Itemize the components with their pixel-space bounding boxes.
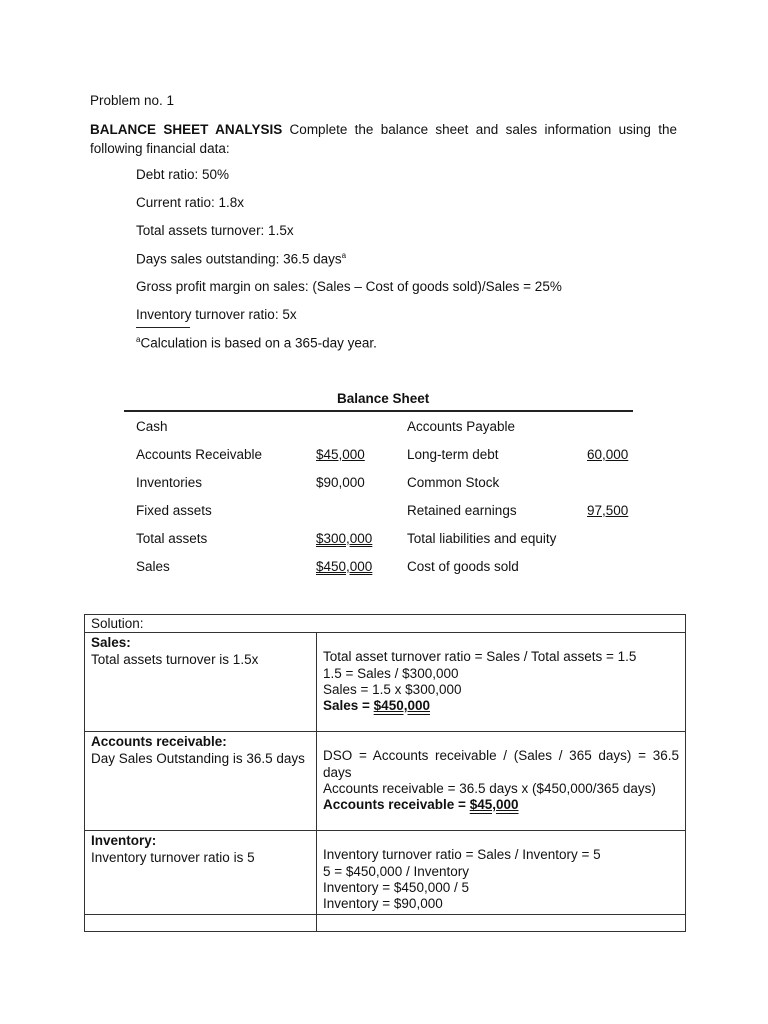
ar-title: Accounts receivable: xyxy=(91,734,227,750)
inventory-title: Inventory: xyxy=(91,833,157,849)
sales-line: Sales = 1.5 x $300,000 xyxy=(323,681,462,697)
solution-row-empty xyxy=(85,915,686,932)
dso-superscript: a xyxy=(341,251,347,260)
balance-sheet-title: Balance Sheet xyxy=(337,391,430,406)
ar-line: DSO = Accounts receivable / (Sales / 365 days) = 36.5 days xyxy=(323,748,680,780)
bs-right-label: Accounts Payable xyxy=(407,419,516,434)
sales-title: Sales: xyxy=(91,635,131,651)
bs-left-value: $90,000 xyxy=(316,475,365,490)
bs-right-value: 97,500 xyxy=(587,503,629,518)
bs-left-value: $300,000 xyxy=(316,531,373,546)
problem-title: Problem no. 1 xyxy=(90,93,175,108)
solution-row-inventory xyxy=(85,831,686,915)
solution-row-ar xyxy=(85,732,686,831)
solution-table xyxy=(84,614,686,932)
inventory-given-cell xyxy=(85,831,317,915)
sales-line: 1.5 = Sales / $300,000 xyxy=(323,665,459,681)
footnote xyxy=(136,335,377,351)
bs-left-label: Sales xyxy=(136,559,170,574)
solution-header: Solution: xyxy=(85,615,686,633)
inventory-line: 5 = $450,000 / Inventory xyxy=(323,863,469,879)
bs-right-label: Retained earnings xyxy=(407,503,517,518)
inventory-given: Inventory turnover ratio is 5 xyxy=(91,849,255,865)
empty-cell xyxy=(85,915,317,932)
ar-given-cell xyxy=(85,732,317,831)
ar-line: Accounts receivable = 36.5 days x ($450,000/365 days) xyxy=(323,780,656,796)
bs-left-label: Cash xyxy=(136,419,168,434)
empty-cell xyxy=(317,915,686,932)
inventory-work-cell xyxy=(317,831,686,915)
ar-result-value: $45,000 xyxy=(469,797,519,813)
ratio-gross-margin: Gross profit margin on sales: (Sales – Cost of goods sold)/Sales = 25% xyxy=(136,279,562,294)
ratio-dso-text: Days sales outstanding: 36.5 days xyxy=(136,251,342,267)
inventory-underline xyxy=(136,327,190,328)
footnote-text: Calculation is based on a 365-day year. xyxy=(140,335,377,351)
ratio-dso xyxy=(136,251,346,267)
ar-result xyxy=(323,797,679,813)
sales-result-label: Sales = xyxy=(323,698,374,714)
bs-right-label: Cost of goods sold xyxy=(407,559,519,574)
sales-given: Total assets turnover is 1.5x xyxy=(91,651,259,667)
sales-work-cell xyxy=(317,633,686,732)
inventory-line: Inventory turnover ratio = Sales / Inventory = 5 xyxy=(323,847,601,863)
ratio-inventory-turnover: Inventory turnover ratio: 5x xyxy=(136,307,297,322)
sales-line: Total asset turnover ratio = Sales / Total assets = 1.5 xyxy=(323,649,637,665)
bs-left-label: Accounts Receivable xyxy=(136,447,263,462)
solution-row-sales xyxy=(85,633,686,732)
bs-left-value: $45,000 xyxy=(316,447,365,462)
ar-result-label: Accounts receivable = xyxy=(323,797,470,813)
ar-given: Day Sales Outstanding is 36.5 days xyxy=(91,750,305,766)
ratio-debt: Debt ratio: 50% xyxy=(136,167,230,182)
bs-right-label: Common Stock xyxy=(407,475,500,490)
ratio-asset-turnover: Total assets turnover: 1.5x xyxy=(136,223,294,238)
inventory-line: Inventory = $90,000 xyxy=(323,896,443,912)
bs-right-label: Long-term debt xyxy=(407,447,499,462)
sales-given-cell xyxy=(85,633,317,732)
sales-result xyxy=(323,698,679,714)
ratio-current: Current ratio: 1.8x xyxy=(136,195,245,210)
intro-heading: BALANCE SHEET ANALYSIS xyxy=(90,122,283,137)
intro-text: Complete the balance sheet and sales information using the following financial data: xyxy=(90,122,678,156)
sales-result-value: $450,000 xyxy=(373,698,430,714)
problem-intro xyxy=(90,120,677,158)
ar-work-cell xyxy=(317,732,686,831)
bs-left-label: Total assets xyxy=(136,531,208,546)
bs-right-value: 60,000 xyxy=(587,447,629,462)
bs-left-value: $450,000 xyxy=(316,559,373,574)
bs-left-label: Fixed assets xyxy=(136,503,212,518)
bs-left-label: Inventories xyxy=(136,475,203,490)
inventory-line: Inventory = $450,000 / 5 xyxy=(323,879,469,895)
bs-right-label: Total liabilities and equity xyxy=(407,531,557,546)
footnote-mark: a xyxy=(136,335,141,344)
balance-sheet-rule xyxy=(124,410,633,412)
